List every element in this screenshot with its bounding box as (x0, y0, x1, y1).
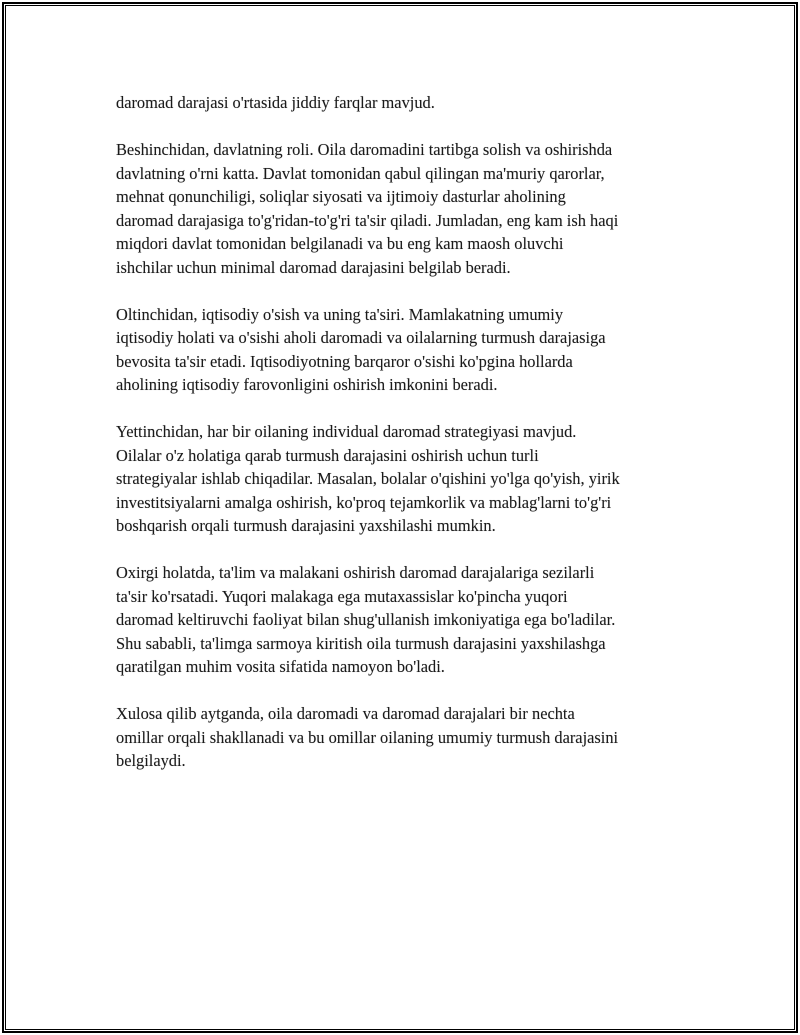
paragraph-income-strategy: Yettinchidan, har bir oilaning individual daromad strategiyasi mavjud. Oilalar o'z holatiga qarab turmush darajasini oshirish uchun turli strategiyalar ishlab chiqadilar. Masalan, bolalar o'qishini yo'lga qo'yish, yirik investitsiyalarni amalga oshirish, ko'proq tejamkorlik va mablag'larni to'g'ri boshqarish orqali turmush darajasini yaxshilashi mumkin. (116, 422, 620, 535)
document-body (116, 91, 691, 796)
paragraph-state-role: Beshinchidan, davlatning roli. Oila daromadini tartibga solish va oshirishda davlatning o'rni katta. Davlat tomonidan qabul qilingan ma'muriy qarorlar, mehnat qonunchiligi, soliqlar siyosati va ijtimoiy dasturlar aholining daromad darajasiga to'g'ridan-to'g'ri ta'sir qiladi. Jumladan, eng kam ish haqi miqdori davlat tomonidan belgilanadi va bu eng kam maosh oluvchi ishchilar uchun minimal daromad darajasini belgilab beradi. (116, 140, 619, 277)
paragraph-education: Oxirgi holatda, ta'lim va malakani oshirish daromad darajalariga sezilarli ta'sir ko'rsatadi. Yuqori malakaga ega mutaxassislar ko'pincha yuqori daromad keltiruvchi faoliyat bilan shug'ullanish imkoniyatiga ega bo'ladilar. Shu sababli, ta'limga sarmoya kiritish oila turmush darajasini yaxshilashga qaratilgan muhim vosita sifatida namoyon bo'ladi. (116, 563, 616, 676)
paragraph-economic-growth: Oltinchidan, iqtisodiy o'sish va uning ta'siri. Mamlakatning umumiy iqtisodiy holati va o'sishi aholi daromadi va oilalarning turmush darajasiga bevosita ta'sir etadi. Iqtisodiyotning barqaror o'sishi ko'pgina hollarda aholining iqtisodiy farovonligini oshirish imkonini beradi. (116, 304, 606, 394)
paragraph-conclusion: Xulosa qilib aytganda, oila daromadi va daromad darajalari bir nechta omillar orqali shakllanadi va bu omillar oilaning umumiy turmush darajasini belgilaydi. (116, 704, 619, 770)
paragraph-continuation: daromad darajasi o'rtasida jiddiy farqlar mavjud. (116, 93, 435, 112)
